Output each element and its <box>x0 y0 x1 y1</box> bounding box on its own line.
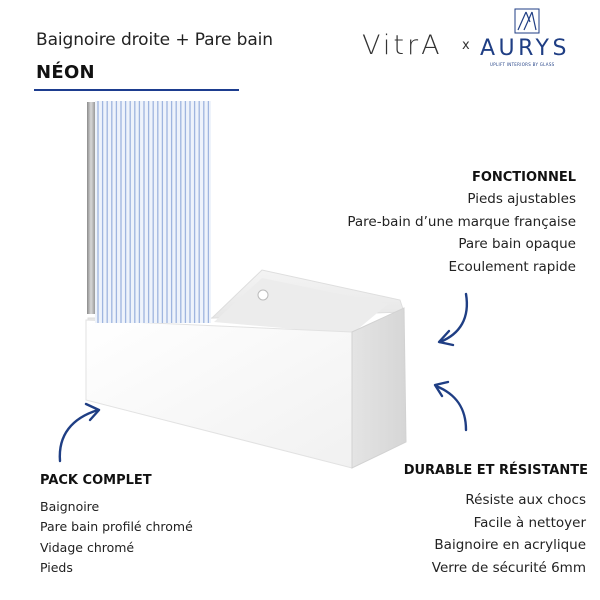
list-item: Pare bain opaque <box>458 236 576 253</box>
title-underline <box>34 89 239 91</box>
aurys-tagline: UPLIFT INTERIORS BY GLASS <box>490 62 555 67</box>
pack-list <box>40 497 193 578</box>
list-item: Vidage chromé <box>40 539 135 555</box>
fonctionnel-heading: FONCTIONNEL <box>471 170 576 185</box>
durable-list <box>432 489 586 580</box>
product-name: NÉON <box>36 62 95 83</box>
bathtub-side-panel <box>352 308 406 468</box>
list-item: Résiste aux chocs <box>465 492 586 508</box>
list-item: Pieds <box>40 559 73 575</box>
list-item: Baignoire <box>40 499 100 514</box>
durable-heading: DURABLE ET RÉSISTANTE <box>403 463 588 478</box>
fonctionnel-list <box>347 188 576 279</box>
bathtub-front-panel <box>86 320 352 468</box>
list-item: Pare-bain d’une marque française <box>347 213 576 230</box>
list-item: Baignoire en acrylique <box>434 537 586 554</box>
screen-profile <box>87 102 95 314</box>
list-item: Verre de sécurité 6mm <box>431 560 586 577</box>
brand-separator: x <box>462 38 470 53</box>
drain <box>258 290 268 300</box>
list-item: Pare bain profilé chromé <box>40 519 193 535</box>
list-item: Pieds ajustables <box>467 191 576 207</box>
bathtub-basin <box>214 278 388 334</box>
aurys-logo: AURYS <box>480 36 570 61</box>
list-item: Ecoulement rapide <box>448 259 576 276</box>
list-item: Facile à nettoyer <box>473 514 586 531</box>
vitra-logo: VitrA <box>362 30 443 61</box>
product-title: Baignoire droite + Pare bain <box>36 30 273 50</box>
pack-heading: PACK COMPLET <box>40 473 152 488</box>
aurys-monogram-icon <box>514 8 540 34</box>
